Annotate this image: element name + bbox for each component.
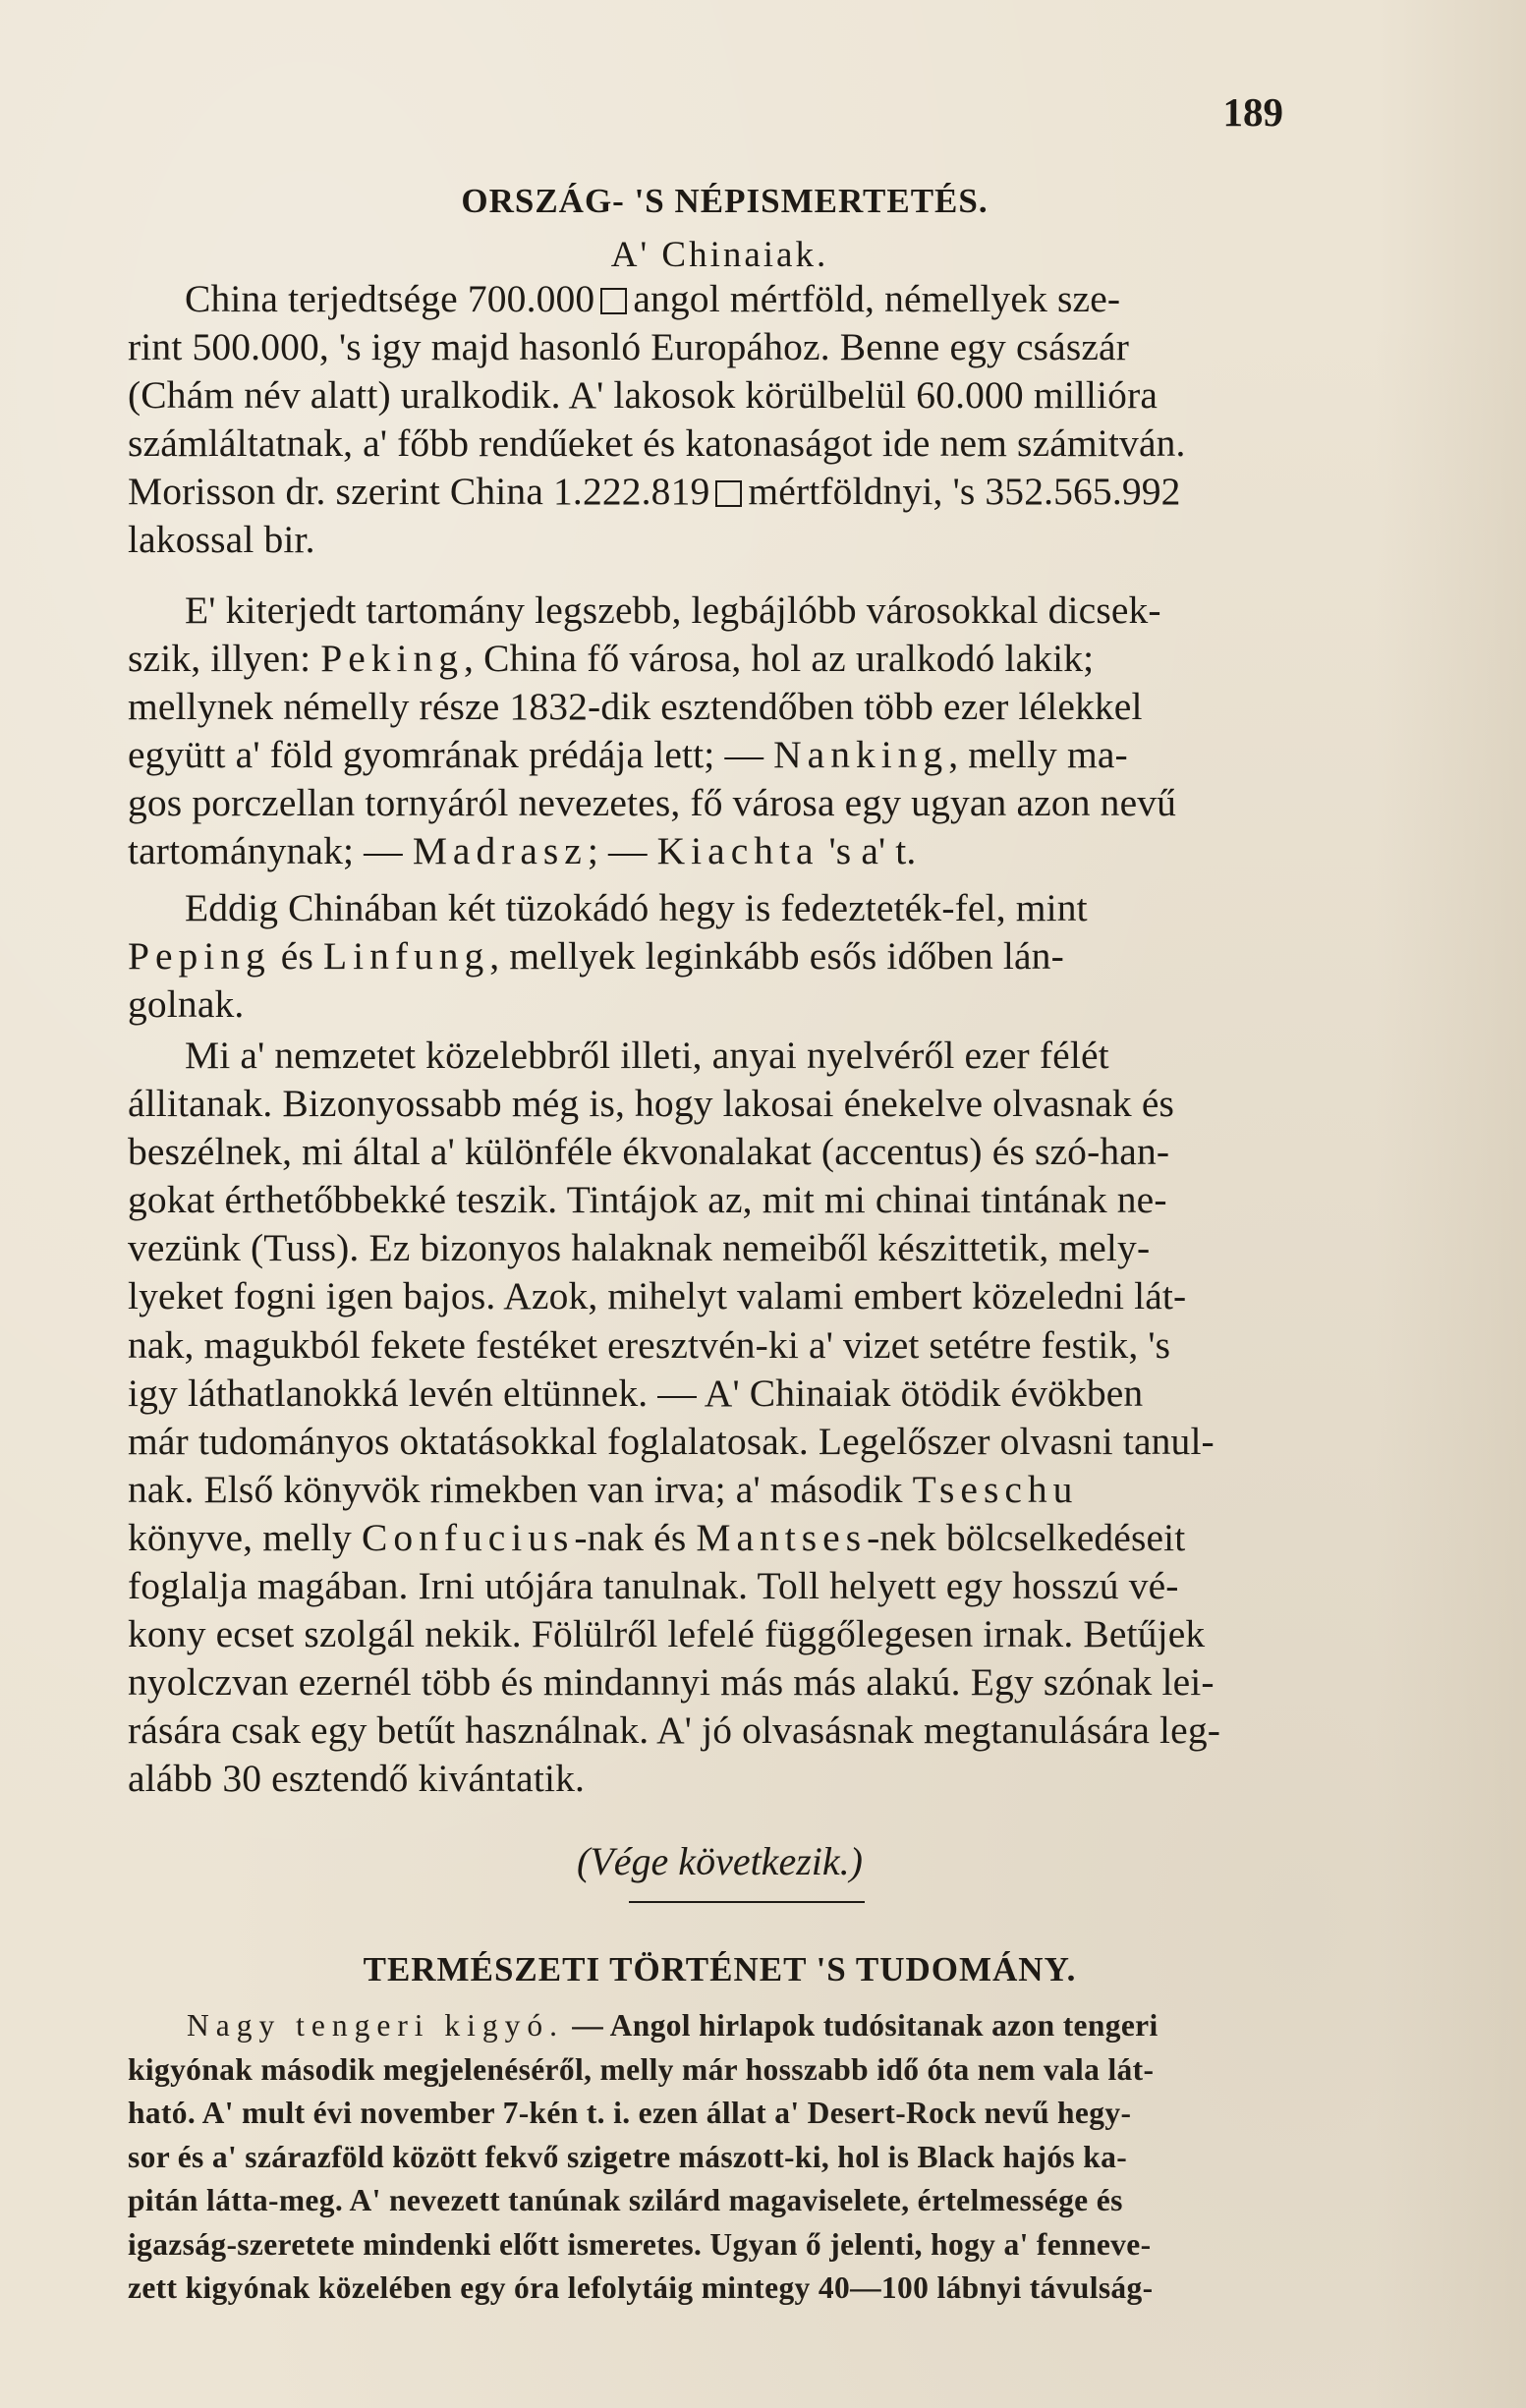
text-line: (Chám név alatt) uralkodik. A' lakosok körülbelül 60.000 millióra [128,373,1159,418]
text-span: együtt a' föld gyomrának prédája lett; — [128,733,764,777]
spaced-name: Confucius [361,1515,575,1559]
text-line: kony ecset szolgál nekik. Fölülről lefelé függőlegesen irnak. Betűjek [128,1612,1206,1656]
text-line [128,827,1312,875]
text-line: foglalja magában. Irni utójára tanulnak. Toll helyett egy hosszú vé- [128,1564,1179,1608]
text-line: zett kigyónak közelében egy óra lefolytáig mintegy 40—100 lábnyi távulság- [128,2270,1154,2305]
spaced-name: Peping [128,934,271,979]
text-span: — Angol hirlapok tudósitanak azon tengeri [572,2008,1159,2043]
text-span: mértföldnyi, 's 352.565.992 [748,470,1181,514]
text-line: gos porczellan tornyáról nevezetes, fő városa egy ugyan azon nevű [128,781,1177,825]
text-line: már tudományos oktatásokkal foglalatosak. Legelőszer olvasni tanul- [128,1419,1215,1463]
text-span: , melly ma- [948,733,1128,777]
paragraph-4 [128,1032,1312,1804]
text-line [128,1466,1312,1514]
text-line [128,1514,1312,1562]
text-span: és [280,934,313,979]
text-line: nyolczvan ezernél több és mindannyi más más alakú. Egy szónak lei- [128,1660,1215,1705]
text-line: rására csak egy betűt használnak. A' jó olvasásnak megtanulására leg- [128,1708,1221,1753]
text-line: nak, magukból fekete festéket eresztvén-ki a' vizet setétre festik, 's [128,1322,1171,1367]
text-span: angol mértföld, némellyek sze- [633,277,1121,320]
section-divider [629,1901,865,1903]
text-line: mellynek némelly része 1832-dik esztendőben több ezer lélekkel [128,685,1143,729]
text-line [128,275,1312,323]
spaced-name: Tseschu [912,1467,1079,1511]
paragraph-1 [128,275,1312,565]
paragraph-5 [128,2004,1312,2311]
paragraph-2 [128,587,1312,876]
text-line: beszélnek, mi által a' különféle ékvonalakat (accentus) és szó-han- [128,1130,1170,1174]
text-span: , China fő városa, hol az uralkodó lakik; [464,637,1095,681]
text-line: lakossal bir. [128,518,315,562]
article-title: A' Chinaiak. [610,235,829,275]
text-line: ható. A' mult évi november 7-kén t. i. ezen állat a' Desert-Rock nevű hegy- [128,2096,1132,2130]
text-line: lyeket fogni igen bajos. Azok, mihelyt valami embert közeledni lát- [128,1274,1187,1318]
text-span: Morisson dr. szerint China 1.222.819 [128,470,710,514]
text-line: alább 30 esztendő kivántatik. [128,1757,586,1801]
text-line: gokat érthetőbbekké teszik. Tintájok az, mit mi chinai tintának ne- [128,1178,1167,1222]
text-line: számláltatnak, a' főbb rendűeket és katonaságot ide nem számitván. [128,421,1186,466]
spaced-name: Madrasz [412,829,588,873]
text-line: E' kiterjedt tartomány legszebb, legbájlóbb városokkal dicsek- [185,588,1161,632]
text-span: tartománynak; — [128,829,403,873]
text-span: ; — [587,829,648,873]
text-line: Eddig Chinában két tüzokádó hegy is fedezteték-fel, mint [185,886,1088,929]
text-line: vezünk (Tuss). Ez bizonyos halaknak nemeiből készittetik, mely- [128,1226,1151,1270]
spaced-name: Peking [320,637,465,681]
spaced-name: Nanking [773,733,949,777]
spaced-name: Kiachta [656,829,820,873]
text-span: könyve, melly [128,1515,352,1559]
paragraph-3 [128,884,1312,1029]
text-line: golnak. [128,982,245,1027]
square-mile-icon [600,288,627,314]
spaced-name: Nagy tengeri kigyó. [187,2008,565,2043]
text-span: China terjedtsége 700.000 [185,277,595,320]
text-line: kigyónak második megjelenéséről, melly már hosszabb idő óta nem vala lát- [128,2051,1155,2087]
text-span: -nek bölcselkedéseit [867,1515,1186,1559]
text-line: pitán látta-meg. A' nevezett tanúnak szilárd magaviselete, értelmessége és [128,2183,1123,2217]
section-title-2: TERMÉSZETI TÖRTÉNET 'S TUDOMÁNY. [363,1950,1077,1988]
square-mile-icon [715,480,742,507]
text-line [128,468,1312,516]
continuation-note: (Vége következik.) [577,1839,863,1883]
text-line: állitanak. Bizonyossabb még is, hogy lakosai énekelve olvasnak és [128,1082,1175,1126]
spaced-name: Mantses [696,1515,868,1559]
text-line [128,635,1312,683]
text-line [128,731,1312,779]
page-edge-shadow [1376,0,1526,2408]
text-line: Mi a' nemzetet közelebbről illeti, anyai nyelvéről ezer félét [185,1034,1109,1077]
page-number: 189 [1222,89,1283,135]
text-span: 's a' t. [828,829,917,873]
text-line: igy láthatlanokká levén eltünnek. — A' Chinaiak ötödik évökben [128,1371,1144,1415]
section-title: ORSZÁG- 'S NÉPISMERTETÉS. [461,182,989,220]
text-span: nak. Első könyvök rimekben van irva; a' második [128,1467,903,1511]
text-span: , mellyek leginkább esős időben lán- [489,934,1064,979]
text-line [128,932,1312,980]
text-line [128,2004,1312,2048]
text-span: -nak és [574,1515,687,1559]
spaced-name: Linfung [323,934,490,979]
text-line: igazság-szeretete mindenki előtt ismeretes. Ugyan ő jelenti, hogy a' fenneve- [128,2226,1152,2262]
text-line: sor és a' szárazföld között fekvő szigetre mászott-ki, hol is Black hajós ka- [128,2139,1128,2174]
text-line: rint 500.000, 's igy majd hasonló Europához. Benne egy császár [128,325,1130,369]
text-span: szik, illyen: [128,637,311,681]
